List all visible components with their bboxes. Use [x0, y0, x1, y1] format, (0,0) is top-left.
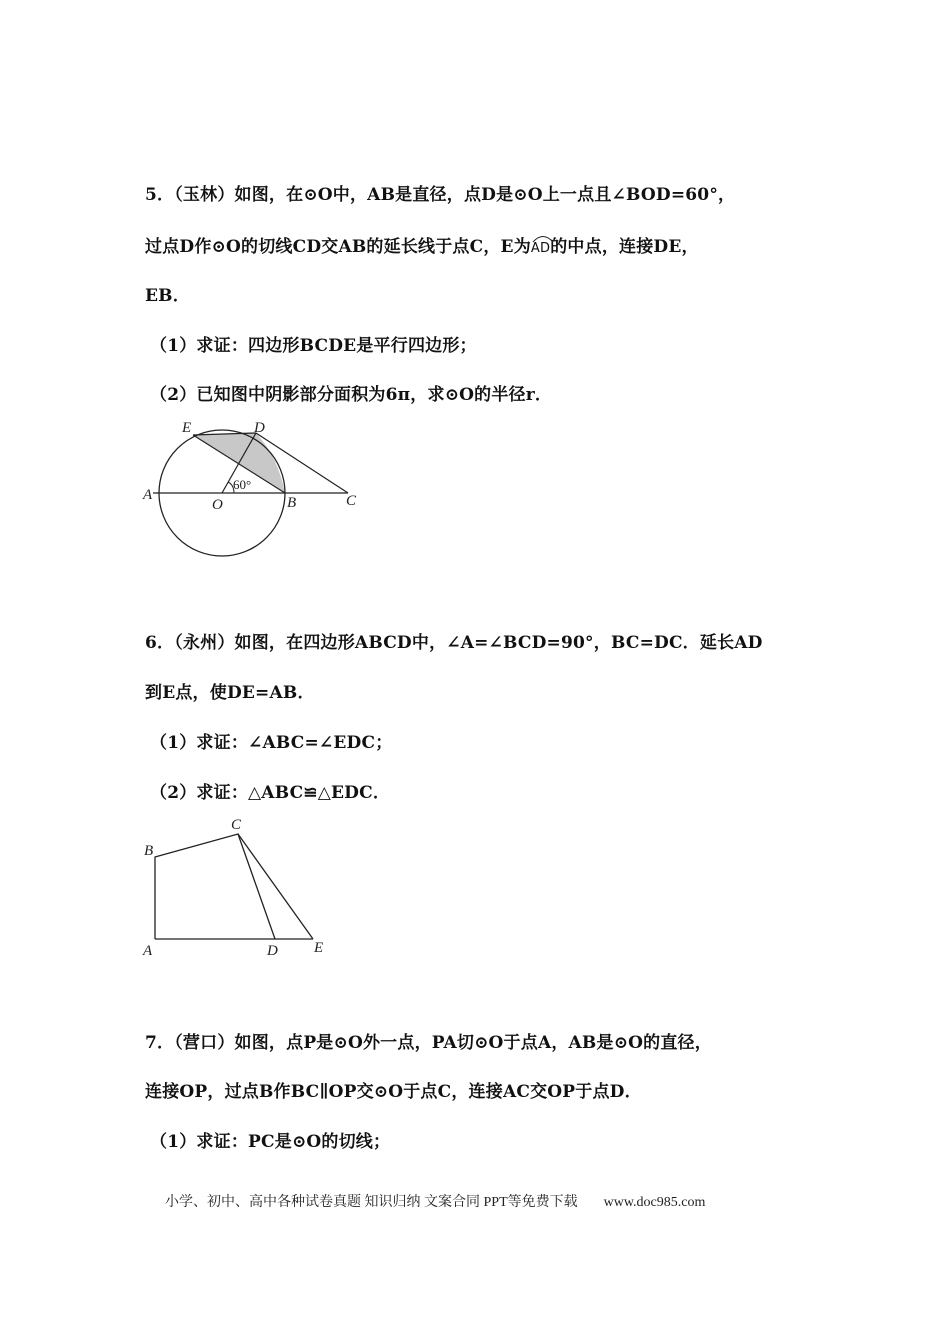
label-e: E: [182, 420, 192, 436]
label-c: C: [346, 493, 357, 509]
label-a: A: [143, 487, 153, 503]
label-a: A: [143, 943, 153, 959]
q5-line-2-post: 的中点，连接DE，: [550, 237, 699, 257]
q7-line-1: 7．（营口）如图，点P是⊙O外一点，PA切⊙O于点A，AB是⊙O的直径，: [145, 1033, 712, 1053]
q6-quadrilateral-figure: [138, 812, 338, 962]
angle-label: 60°: [233, 477, 252, 492]
quadrilateral-abcd: [155, 834, 275, 939]
q5-part-2: （2）已知图中阴影部分面积为6π，求⊙O的半径r．: [150, 385, 553, 405]
arc-ad-notation: [531, 235, 550, 256]
q6-part-1: （1）求证：∠ABC=∠EDC；: [150, 733, 393, 753]
footer-url[interactable]: www.doc985.com: [603, 1195, 706, 1210]
q5-line-2-pre: 过点D作⊙O的切线CD交AB的延长线于点C，E为: [145, 237, 531, 257]
label-d: D: [267, 943, 278, 959]
label-d: D: [254, 420, 265, 436]
q5-circle-figure: [138, 415, 378, 565]
arc-symbol-icon: [531, 233, 555, 243]
label-c: C: [231, 817, 242, 833]
label-o: O: [212, 497, 223, 513]
q7-part-1: （1）求证：PC是⊙O的切线；: [150, 1132, 391, 1152]
arc-label: AD: [530, 241, 551, 256]
line-c-e: [238, 834, 313, 939]
q6-line-1: 6．（永州）如图，在四边形ABCD中，∠A=∠BCD=90°，BC=DC．延长AD: [145, 633, 763, 653]
q5-line-3: EB．: [145, 286, 190, 306]
footer-text: 小学、初中、高中各种试卷真题 知识归纳 文案合同 PPT等免费下载: [165, 1195, 578, 1210]
q7-line-2: 连接OP，过点B作BC∥OP交⊙O于点C，连接AC交OP于点D．: [145, 1082, 642, 1102]
q6-line-2: 到E点，使DE=AB．: [145, 683, 315, 703]
label-e: E: [314, 940, 324, 956]
page-footer: [165, 1191, 705, 1211]
label-b: B: [144, 843, 154, 859]
q5-part-1: （1）求证：四边形BCDE是平行四边形；: [150, 336, 477, 356]
label-b: B: [287, 495, 297, 511]
q5-line-1: 5．（玉林）如图，在⊙O中，AB是直径，点D是⊙O上一点且∠BOD=60°，: [145, 185, 736, 205]
q5-line-2: [145, 232, 699, 257]
q6-part-2: （2）求证：△ABC≌△EDC．: [150, 783, 391, 803]
